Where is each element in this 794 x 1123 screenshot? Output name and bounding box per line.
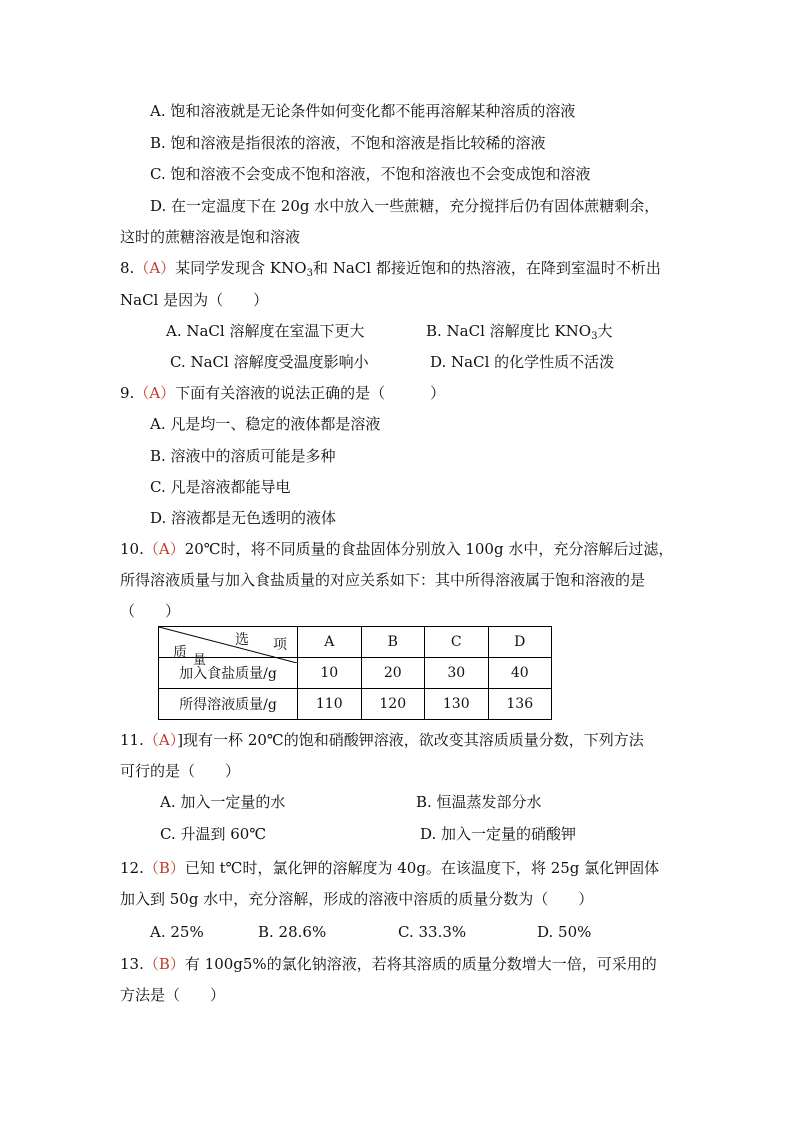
table-cell: 20	[361, 658, 425, 689]
q13-stem-line2: 方法是（ ）	[120, 986, 226, 1004]
table-cell: 110	[298, 689, 362, 720]
corner-label-xiang: 项	[273, 637, 287, 653]
q8-stem-text: 某同学发现含 KNO	[175, 259, 307, 277]
row-label: 加入食盐质量/g	[159, 658, 298, 689]
q10-number: 10.	[120, 540, 144, 558]
table-header-row	[159, 627, 552, 658]
q13-stem-line1	[120, 954, 657, 974]
q8-option-b-text: B. NaCl 溶解度比 KNO	[426, 322, 592, 340]
q7-option-c: C. 饱和溶液不会变成不饱和溶液，不饱和溶液也不会变成饱和溶液	[150, 165, 591, 183]
q7-option-a: A. 饱和溶液就是无论条件如何变化都不能再溶解某种溶质的溶液	[150, 102, 576, 120]
q8-option-b-subscript: 3	[591, 331, 598, 342]
table-corner-cell	[159, 627, 298, 668]
table-cell: 136	[488, 689, 552, 720]
q12-stem-line2: 加入到 50g 水中，充分溶解，形成的溶液中溶质的质量分数为（ ）	[120, 890, 594, 908]
table-row	[159, 689, 552, 720]
q11-number: 11.	[120, 731, 144, 749]
q11-difficulty-tag: （A）	[143, 731, 178, 749]
q7-option-d-line1: D. 在一定温度下在 20g 水中放入一些蔗糖，充分搅拌后仍有固体蔗糖剩余，	[150, 197, 660, 215]
q7-option-b: B. 饱和溶液是指很浓的溶液，不饱和溶液是指比较稀的溶液	[150, 134, 546, 152]
q8-subscript: 3	[306, 268, 313, 279]
q11-option-a: A. 加入一定量的水	[160, 793, 286, 811]
table-cell: 120	[361, 689, 425, 720]
table-cell: 130	[425, 689, 489, 720]
q8-option-a: A. NaCl 溶解度在室温下更大	[166, 322, 365, 340]
q8-option-b	[426, 321, 612, 341]
q9-stem	[120, 383, 445, 403]
q9-option-a: A. 凡是均一、稳定的液体都是溶液	[150, 415, 381, 433]
table-cell: 40	[488, 658, 552, 689]
q13-stem-text: 有 100g5%的氯化钠溶液，若将其溶质的质量分数增大一倍，可采用的	[184, 955, 657, 973]
q12-number: 12.	[120, 859, 144, 877]
q12-stem-text: 已知 t℃时，氯化钾的溶解度为 40g。在该温度下，将 25g 氯化钾固体	[184, 859, 660, 877]
table-cell: 30	[425, 658, 489, 689]
corner-label-xuan: 选	[235, 632, 249, 648]
table-header-d: D	[488, 627, 552, 658]
table-header-a: A	[298, 627, 362, 658]
q12-difficulty-tag: （B）	[143, 859, 185, 877]
q8-option-b-text-cont: 大	[597, 322, 613, 340]
table-header-c: C	[425, 627, 489, 658]
q7-option-d-line2: 这时的蔗糖溶液是饱和溶液	[120, 228, 301, 246]
q12-option-d: D. 50%	[537, 923, 592, 941]
q8-stem-line1	[120, 258, 661, 278]
q8-stem-text-cont: 和 NaCl 都接近饱和的热溶液，在降到室温时不析出	[312, 259, 661, 277]
q10-stem-line1	[120, 539, 673, 559]
q8-number: 8.	[120, 259, 135, 277]
q9-option-b: B. 溶液中的溶质可能是多种	[150, 447, 336, 465]
q9-stem-text: 下面有关溶液的说法正确的是（ ）	[175, 384, 446, 402]
corner-label-zhi: 质	[173, 645, 187, 661]
q10-stem-text: 20℃时，将不同质量的食盐固体分别放入 100g 水中，充分溶解后过滤，	[184, 540, 674, 558]
q8-option-d: D. NaCl 的化学性质不活泼	[430, 353, 615, 371]
q8-option-c: C. NaCl 溶解度受温度影响小	[170, 353, 369, 371]
q8-difficulty-tag: （A）	[134, 259, 176, 277]
q9-option-c: C. 凡是溶液都能导电	[150, 478, 291, 496]
q11-option-c: C. 升温到 60℃	[160, 825, 267, 843]
q9-number: 9.	[120, 384, 135, 402]
q13-difficulty-tag: （B）	[143, 955, 185, 973]
q12-option-c: C. 33.3%	[398, 923, 467, 941]
q12-option-b: B. 28.6%	[258, 923, 327, 941]
q10-difficulty-tag: （A）	[143, 540, 185, 558]
q11-option-d: D. 加入一定量的硝酸钾	[420, 825, 577, 843]
q11-option-b: B. 恒温蒸发部分水	[416, 793, 542, 811]
table-cell: 10	[298, 658, 362, 689]
corner-label-liang: 量	[193, 653, 207, 668]
q10-data-table	[158, 626, 552, 720]
q10-stem-line3: （ ）	[120, 602, 181, 620]
q10-stem-line2: 所得溶液质量与加入食盐质量的对应关系如下：其中所得溶液属于饱和溶液的是	[120, 571, 646, 589]
q12-stem-line1	[120, 858, 659, 878]
q9-option-d: D. 溶液都是无色透明的液体	[150, 509, 337, 527]
q9-difficulty-tag: （A）	[134, 384, 176, 402]
q11-stem-line1	[120, 730, 644, 750]
row-label: 所得溶液质量/g	[159, 689, 298, 720]
q8-stem-line2: NaCl 是因为（ ）	[120, 291, 269, 309]
q11-stem-text: ]现有一杯 20℃的饱和硝酸钾溶液，欲改变其溶质质量分数，下列方法	[177, 731, 644, 749]
q13-number: 13.	[120, 955, 144, 973]
q12-option-a: A. 25%	[150, 923, 204, 941]
table-header-b: B	[361, 627, 425, 658]
q11-stem-line2: 可行的是（ ）	[120, 762, 241, 780]
